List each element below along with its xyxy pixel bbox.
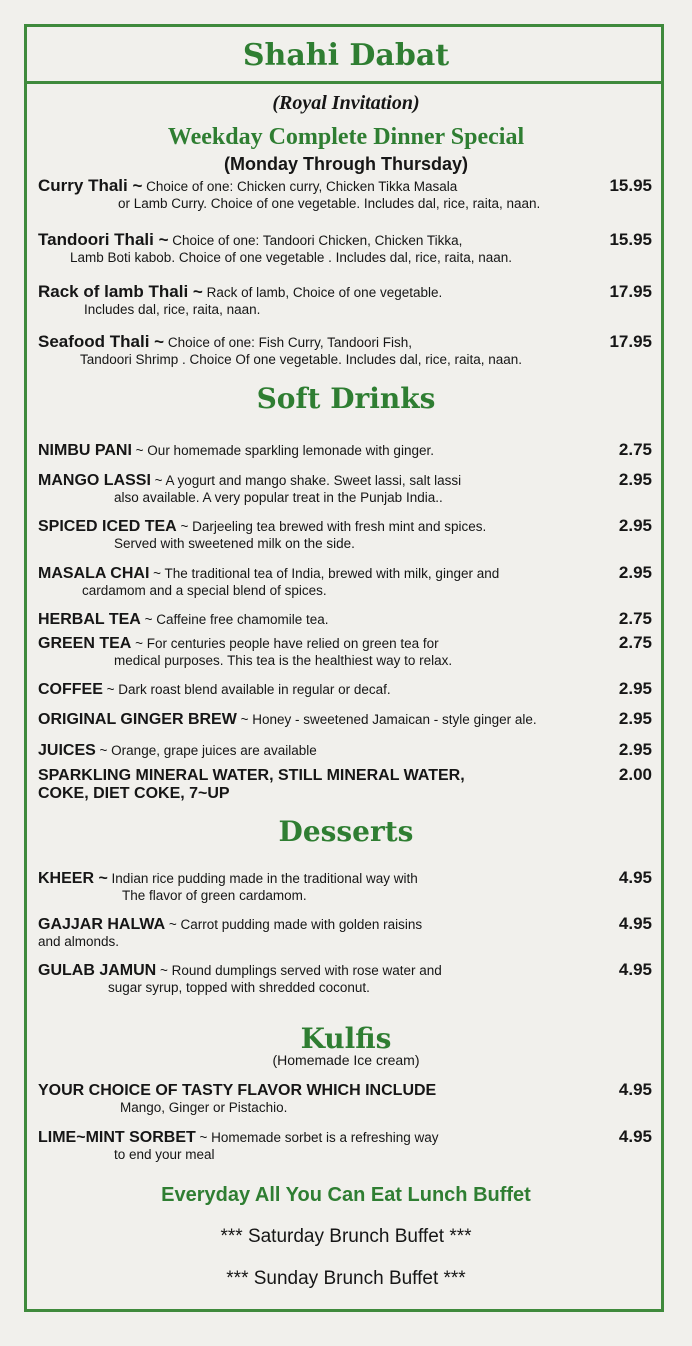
menu-item-description-cont: COKE, DIET COKE, 7~UP [38, 785, 230, 802]
menu-item-price: 4.95 [618, 960, 652, 979]
menu-item-price: 2.75 [618, 633, 652, 652]
menu-item-description-cont: Mango, Ginger or Pistachio. [120, 1100, 288, 1115]
menu-item-heading [38, 1082, 436, 1100]
restaurant-subtitle: (Royal Invitation) [272, 92, 420, 114]
menu-item-description-cont: cardamom and a special blend of spices. [82, 583, 327, 598]
menu-item-line [38, 470, 652, 490]
menu-item-price: 2.75 [618, 440, 652, 459]
menu-item-line [38, 740, 652, 760]
menu-item-name: Seafood Thali ~ [38, 332, 165, 351]
menu-item-price: 2.95 [618, 740, 652, 759]
menu-item-heading [38, 916, 422, 934]
menu-item-heading [38, 176, 457, 196]
menu-item-name: MANGO LASSI [38, 472, 151, 489]
menu-item-description: ~ A yogurt and mango shake. Sweet lassi, salt lassi [150, 473, 462, 488]
menu-item-name: YOUR CHOICE OF TASTY FLAVOR WHICH INCLUDE [38, 1082, 437, 1099]
menu-item-heading [38, 565, 499, 583]
menu-item-heading [38, 711, 537, 729]
menu-item-price: 2.95 [618, 709, 652, 728]
menu-item-name: LIME~MINT SORBET [38, 1129, 196, 1146]
menu-item-description-cont: also available. A very popular treat in the Punjab India.. [114, 490, 443, 505]
menu-item-description: ~ Orange, grape juices are available [95, 743, 317, 758]
menu-item-description: Choice of one: Tandoori Chicken, Chicken Tikka, [168, 233, 463, 248]
menu-item-line [38, 176, 652, 196]
menu-item-name: SPARKLING MINERAL WATER, STILL MINERAL WATER, [38, 767, 465, 784]
menu-item-description: ~ Our homemade sparkling lemonade with ginger. [131, 443, 434, 458]
menu-item-name: GAJJAR HALWA [38, 916, 166, 933]
menu-item-name: MASALA CHAI [38, 565, 150, 582]
menu-item-description-cont: Lamb Boti kabob. Choice of one vegetable . Includes dal, rice, raita, naan. [70, 250, 513, 265]
menu-item-line [38, 516, 652, 536]
menu-item [38, 516, 652, 551]
menu-item-description: Rack of lamb, Choice of one vegetable. [202, 285, 443, 300]
menu-item [38, 332, 652, 367]
menu-item-heading [38, 518, 486, 536]
menu-item [38, 563, 652, 598]
menu-item-line [38, 440, 652, 460]
menu-item-description-cont: The flavor of green cardamom. [122, 888, 307, 903]
menu-item-heading [38, 742, 317, 760]
menu-item-heading [38, 870, 418, 888]
menu-item-price: 2.95 [618, 470, 652, 489]
menu-border [24, 24, 664, 1312]
menu-item-price: 2.00 [618, 765, 652, 784]
menu-item-description: ~ For centuries people have relied on green tea for [131, 636, 439, 651]
menu-item-line [38, 609, 652, 629]
menu-item-name: GREEN TEA [38, 635, 132, 652]
menu-item-price: 2.95 [618, 516, 652, 535]
menu-item-line [38, 1080, 652, 1100]
saturday-brunch: *** Saturday Brunch Buffet *** [220, 1226, 472, 1247]
menu-item-price: 4.95 [618, 1127, 652, 1146]
menu-item-name: ORIGINAL GINGER BREW [38, 711, 237, 728]
menu-item-price: 15.95 [609, 176, 652, 195]
kulfis-title: Kulfis [300, 1022, 392, 1055]
menu-item-description-cont: medical purposes. This tea is the healthiest way to relax. [114, 653, 453, 668]
menu-item [38, 868, 652, 903]
menu-item-description: ~ Honey - sweetened Jamaican - style ginger ale. [236, 712, 537, 727]
menu-item-description: ~ The traditional tea of India, brewed with milk, ginger and [149, 566, 500, 581]
menu-item [38, 914, 652, 949]
menu-item-description: Choice of one: Chicken curry, Chicken Tikka Masala [142, 179, 458, 194]
menu-item-price: 17.95 [609, 282, 652, 301]
menu-item-description: ~ Caffeine free chamomile tea. [140, 612, 329, 627]
menu-item-heading [38, 611, 329, 629]
menu-item-line [38, 282, 652, 302]
menu-item-heading [38, 635, 439, 653]
menu-item-heading [38, 962, 442, 980]
menu-item-description-cont: and almonds. [38, 934, 120, 949]
menu-item-price: 4.95 [618, 914, 652, 933]
menu-item-heading [38, 1129, 439, 1147]
menu-item-name: HERBAL TEA [38, 611, 141, 628]
menu-item-description-cont: Tandoori Shrimp . Choice Of one vegetable. Includes dal, rice, raita, naan. [80, 352, 522, 367]
menu-item-line [38, 914, 652, 934]
menu-item [38, 633, 652, 668]
sunday-brunch: *** Sunday Brunch Buffet *** [226, 1268, 466, 1289]
menu-item-price: 4.95 [618, 868, 652, 887]
menu-item-name: NIMBU PANI [38, 442, 132, 459]
menu-item [38, 679, 652, 699]
menu-item [38, 740, 652, 760]
menu-item-price: 2.95 [618, 679, 652, 698]
soft-drinks-title: Soft Drinks [256, 382, 436, 415]
menu-item-name: COFFEE [38, 681, 103, 698]
menu-item-heading [38, 767, 465, 785]
menu-item-price: 2.75 [618, 609, 652, 628]
dinner-special-days: (Monday Through Thursday) [224, 154, 468, 174]
restaurant-name: Shahi Dabat [242, 38, 450, 73]
menu-item-heading [38, 681, 391, 699]
menu-item [38, 282, 652, 317]
menu-item-description: ~ Darjeeling tea brewed with fresh mint and spices. [176, 519, 487, 534]
menu-item-price: 4.95 [618, 1080, 652, 1099]
menu-item-name: JUICES [38, 742, 96, 759]
menu-item-name: Tandoori Thali ~ [38, 230, 169, 249]
menu-item [38, 1127, 652, 1162]
menu-item-description-cont: Served with sweetened milk on the side. [114, 536, 355, 551]
menu-item-name: GULAB JAMUN [38, 962, 157, 979]
menu-item [38, 470, 652, 505]
menu-item-description-cont: sugar syrup, topped with shredded coconut. [108, 980, 370, 995]
menu-item-heading [38, 230, 462, 250]
kulfis-note: (Homemade Ice cream) [272, 1052, 420, 1068]
menu-item-line [38, 709, 652, 729]
menu-item [38, 176, 652, 211]
menu-item-description: ~ Round dumplings served with rose water and [156, 963, 442, 978]
menu-item-description: Indian rice pudding made in the traditional way with [107, 871, 418, 886]
menu-item-line [38, 563, 652, 583]
menu-item [38, 960, 652, 995]
menu-item-description-cont: to end your meal [114, 1147, 215, 1162]
menu-item-description-cont: Includes dal, rice, raita, naan. [84, 302, 261, 317]
menu-item-line [38, 765, 652, 785]
menu-item [38, 1080, 652, 1115]
menu-item-price: 17.95 [609, 332, 652, 351]
menu-item-price: 2.95 [618, 563, 652, 582]
menu-item-name: Curry Thali ~ [38, 176, 143, 195]
menu-item-name: SPICED ICED TEA [38, 518, 177, 535]
menu-item-line [38, 960, 652, 980]
menu-item-heading [38, 442, 434, 460]
menu-item [38, 765, 652, 803]
menu-item-price: 15.95 [609, 230, 652, 249]
menu-item [38, 709, 652, 729]
desserts-title: Desserts [278, 815, 414, 848]
menu-item-description: ~ Carrot pudding made with golden raisins [165, 917, 423, 932]
menu-item-description: ~ Homemade sorbet is a refreshing way [195, 1130, 439, 1145]
menu-item-heading [38, 282, 442, 302]
menu-item-line [38, 633, 652, 653]
menu-item-heading [38, 472, 461, 490]
menu-item [38, 230, 652, 265]
menu-item-line [38, 1127, 652, 1147]
menu-item [38, 440, 652, 460]
menu-item [38, 609, 652, 629]
dinner-special-title: Weekday Complete Dinner Special [167, 124, 525, 150]
menu-item-description: Choice of one: Fish Curry, Tandoori Fish, [164, 335, 412, 350]
lunch-buffet: Everyday All You Can Eat Lunch Buffet [161, 1184, 531, 1206]
menu-item-name: Rack of lamb Thali ~ [38, 282, 203, 301]
menu-item-name: KHEER ~ [38, 870, 108, 887]
menu-item-line [38, 332, 652, 352]
menu-item-description-cont: or Lamb Curry. Choice of one vegetable. Includes dal, rice, raita, naan. [118, 196, 541, 211]
menu-item-line [38, 679, 652, 699]
menu-item-line [38, 230, 652, 250]
menu-item-description: ~ Dark roast blend available in regular or decaf. [102, 682, 391, 697]
menu-item-heading [38, 332, 412, 352]
menu-item-line [38, 868, 652, 888]
